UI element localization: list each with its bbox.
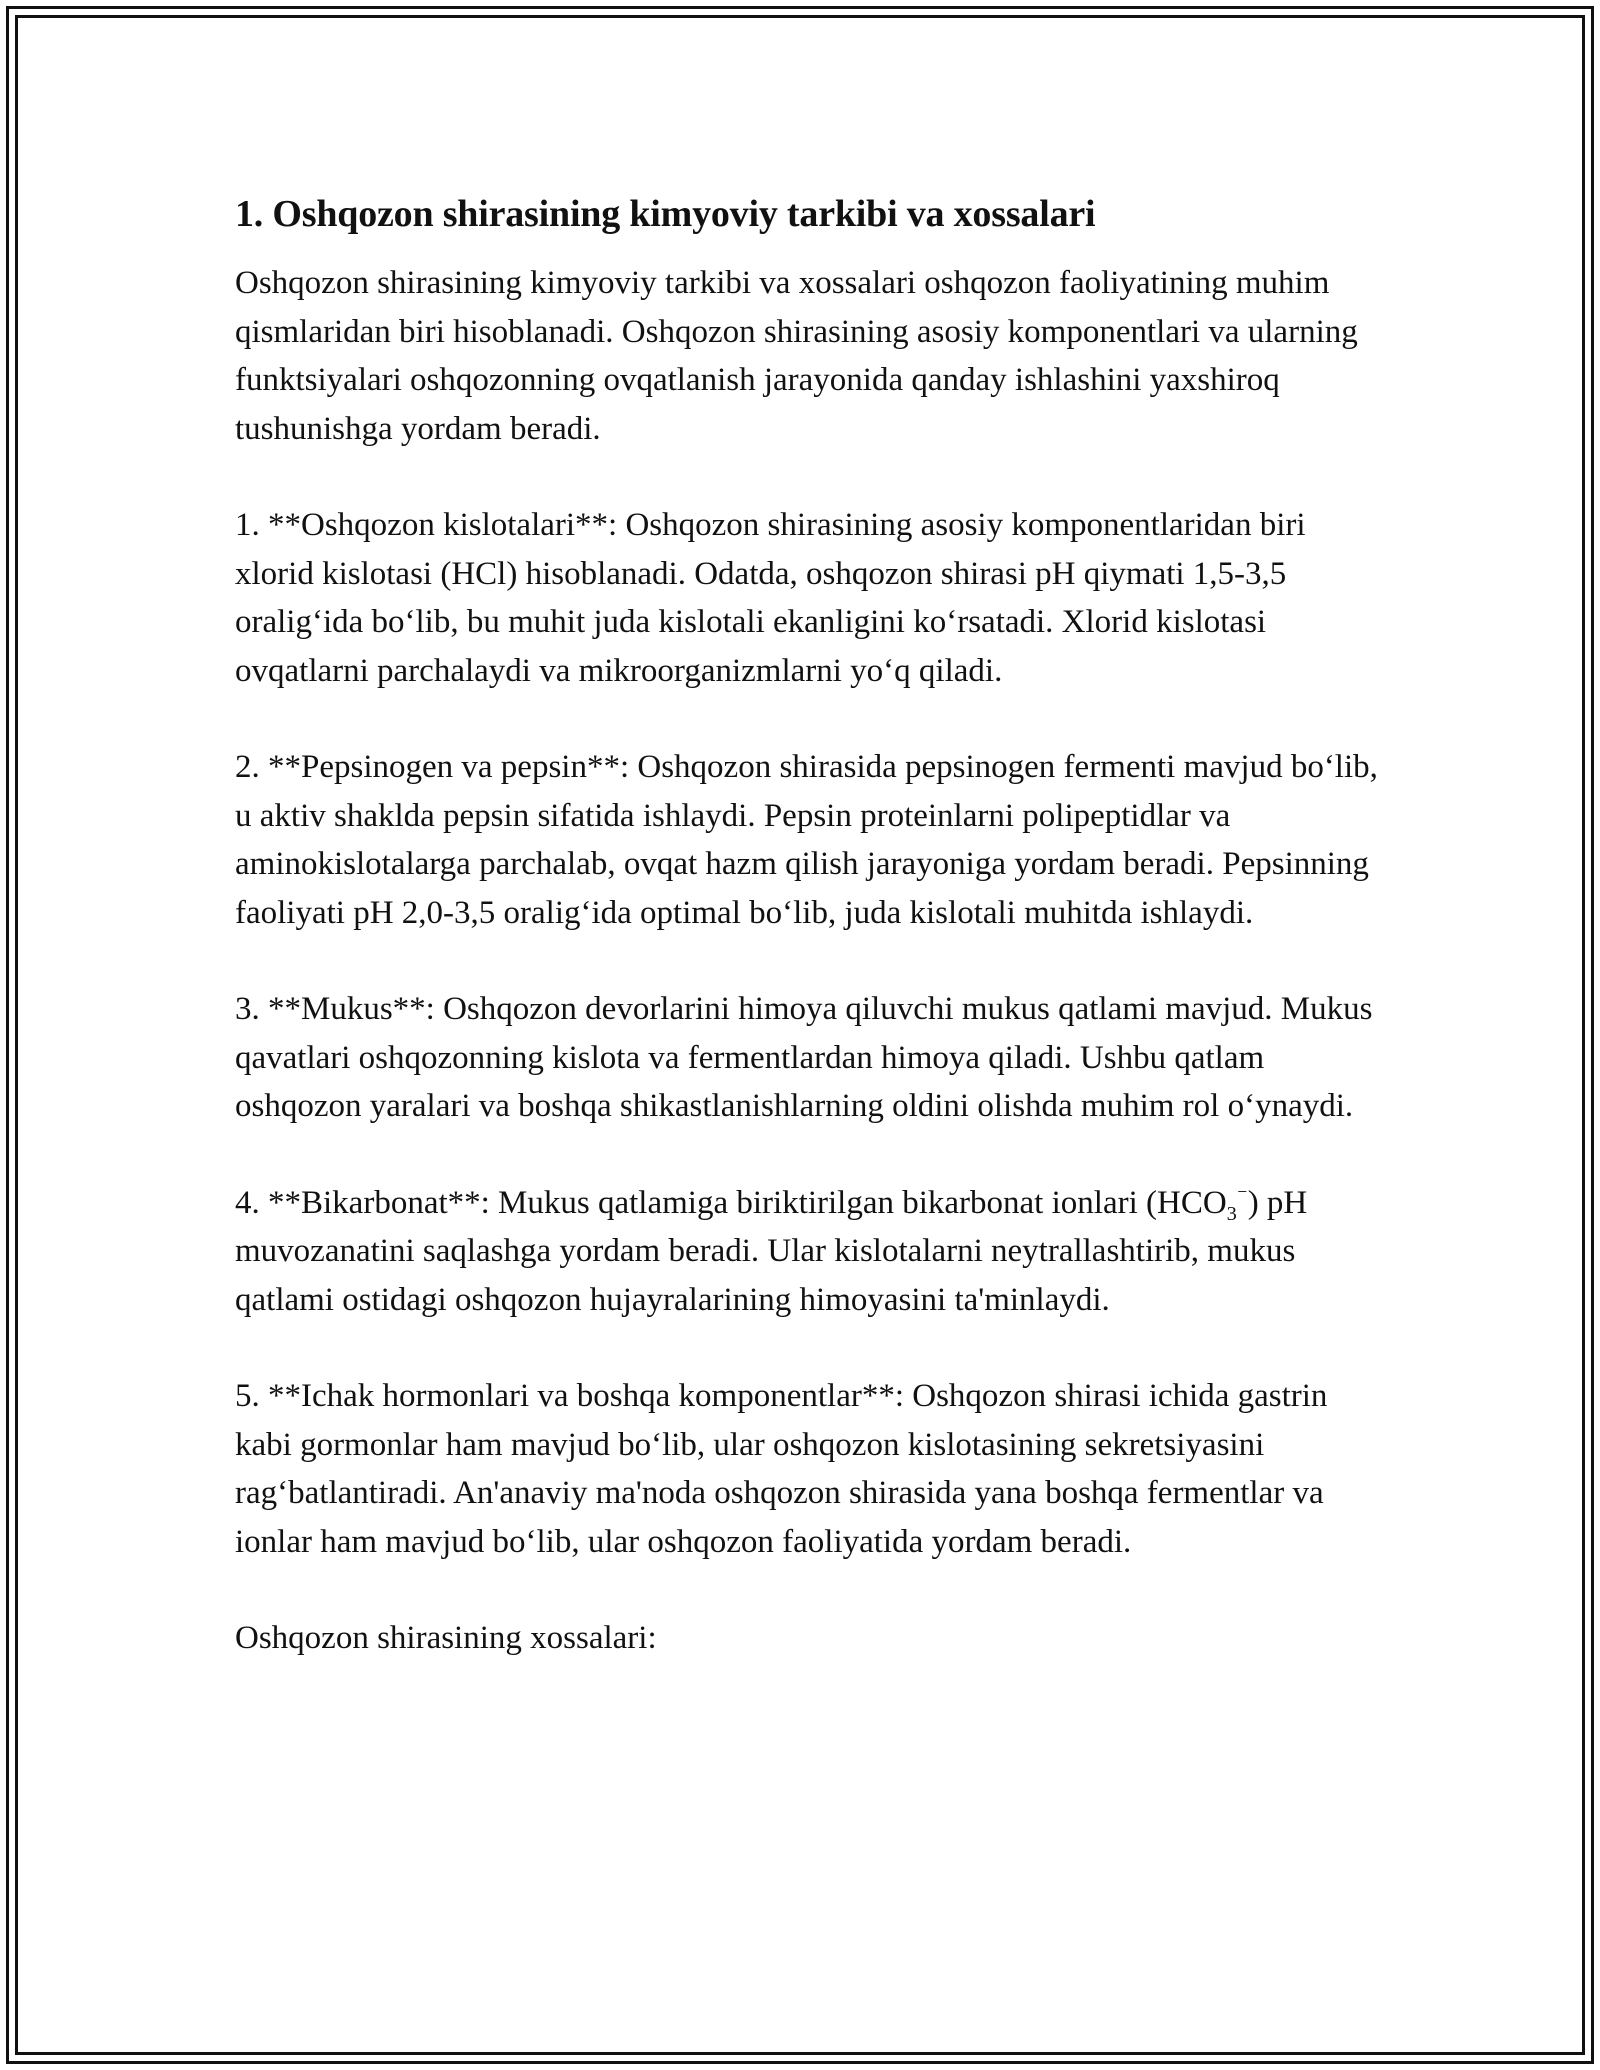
- list-item-hormones: 5. **Ichak hormonlari va boshqa komponentlar**: Oshqozon shirasi ichida gastrin kabi gormonlar ham mavjud bo‘lib, ular oshqozon kislotasining sekretsiyasini rag‘batlantiradi. An'anaviy ma'noda oshqozon shirasida yana boshqa fermentlar va ionlar ham mavjud bo‘lib, ular oshqozon faoliyatida yordam beradi.: [235, 1378, 1328, 1560]
- intro-paragraph: Oshqozon shirasining kimyoviy tarkibi va xossalari oshqozon faoliyatining muhim qismlaridan biri hisoblanadi. Oshqozon shirasining asosiy komponentlari va ularning funktsiyalari oshqozonning ovqatlanish jarayonida qanday ishlashini yaxshiroq tushunishga yordam beradi.: [235, 265, 1358, 447]
- bicarbonate-subscript: 3: [1226, 1202, 1237, 1225]
- document-body: [235, 185, 1385, 1711]
- bicarbonate-superscript: ⁻: [1236, 1184, 1248, 1207]
- closing-line: Oshqozon shirasining xossalari:: [235, 1620, 657, 1656]
- list-item-gastric-acids: 1. **Oshqozon kislotalari**: Oshqozon shirasining asosiy komponentlaridan biri xlorid kislotasi (HCl) hisoblanadi. Odatda, oshqozon shirasi pH qiymati 1,5-3,5 oralig‘ida bo‘lib, bu muhit juda kislotali ekanligini ko‘rsatadi. Xlorid kislotasi ovqatlarni parchalaydi va mikroorganizmlarni yo‘q qiladi.: [235, 507, 1306, 689]
- list-item-bicarbonate: [235, 1179, 1385, 1325]
- bicarbonate-text-start: 4. **Bikarbonat**: Mukus qatlamiga biriktirilgan bikarbonat ionlari (HCO: [235, 1184, 1227, 1221]
- list-item-mucus: 3. **Mukus**: Oshqozon devorlarini himoya qiluvchi mukus qatlami mavjud. Mukus qavatlari oshqozonning kislota va fermentlardan himoya qiladi. Ushbu qatlam oshqozon yaralari va boshqa shikastlanishlarning oldini olishda muhim rol o‘ynaydi.: [235, 991, 1373, 1124]
- section-heading: 1. Oshqozon shirasining kimyoviy tarkibi va xossalari: [235, 193, 1096, 235]
- bicarbonate-text-end: ) pH muvozanatini saqlashga yordam beradi. Ular kislotalarni neytrallashtirib, mukus qatlami ostidagi oshqozon hujayralarining himoyasini ta'minlaydi.: [235, 1184, 1308, 1318]
- list-item-pepsin: 2. **Pepsinogen va pepsin**: Oshqozon shirasida pepsinogen fermenti mavjud bo‘lib, u aktiv shaklda pepsin sifatida ishlaydi. Pepsin proteinlarni polipeptidlar va aminokislotalarga parchalab, ovqat hazm qilish jarayoniga yordam beradi. Pepsinning faoliyati pH 2,0-3,5 oralig‘ida optimal bo‘lib, juda kislotali muhitda ishlaydi.: [235, 749, 1378, 931]
